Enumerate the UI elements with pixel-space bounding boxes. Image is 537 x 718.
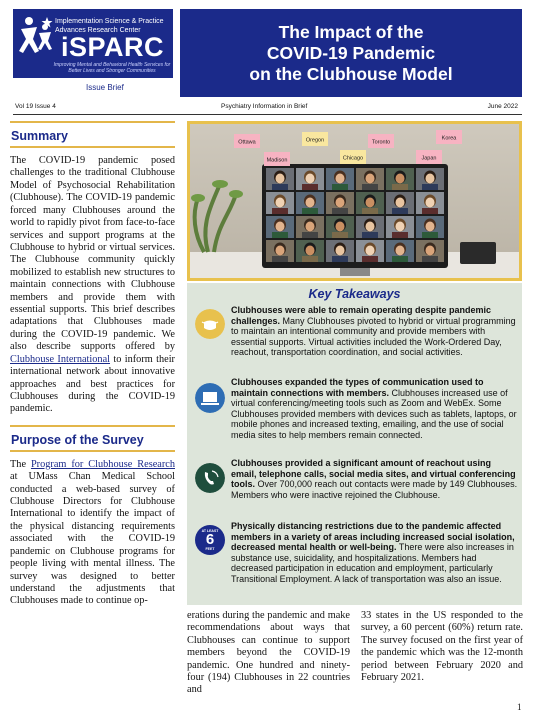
logo-box — [13, 9, 173, 78]
title-banner — [180, 9, 522, 97]
sticky-note-label: Madison — [266, 157, 288, 164]
video-tile — [386, 192, 414, 214]
video-tile — [296, 216, 324, 238]
key-takeaways-title: Key Takeaways — [308, 287, 401, 301]
sticky-note-label: Ottawa — [238, 139, 256, 146]
zoom-meeting-illustration — [190, 124, 519, 278]
sticky-note-label: Oregon — [305, 137, 325, 144]
sticky-note — [264, 152, 290, 166]
sticky-note — [340, 150, 366, 164]
video-tile — [266, 240, 294, 262]
video-tile — [266, 216, 294, 238]
video-tile — [356, 192, 384, 214]
video-tile — [416, 216, 444, 238]
sticky-note-label: Toronto — [371, 139, 391, 146]
video-tile — [296, 240, 324, 262]
takeaway-1 — [231, 305, 519, 358]
date-label: June 2022 — [487, 103, 518, 110]
left-column — [10, 121, 175, 608]
summary-rule-top — [10, 121, 175, 123]
takeaway-4-text: There were also increases in substance use, suicidality, and hospitalizations. Members had decreased participation in education and employment, particularly Transitional Employment. A lack of transportation was also an issue. — [231, 542, 514, 584]
six-feet-distance-icon — [195, 525, 225, 555]
page-number: 1 — [517, 702, 522, 712]
video-tile — [356, 216, 384, 238]
takeaway-2-bold: Clubhouses expanded the types of communication used to maintain connections with members. — [231, 377, 484, 398]
video-tile — [296, 168, 324, 190]
purpose-text — [10, 459, 175, 608]
video-tile — [266, 192, 294, 214]
video-tile — [266, 168, 294, 190]
summary-text — [10, 155, 175, 416]
meta-divider — [13, 114, 522, 115]
video-tile — [356, 240, 384, 262]
video-tile — [386, 168, 414, 190]
sticky-note-label: Korea — [441, 135, 457, 142]
laptop-icon — [195, 383, 225, 413]
takeaway-3-bold: Clubhouses provided a significant amount of reachout using email, telephone calls, social media sites, and virtual conferencing tools. — [231, 458, 516, 490]
issue-brief-label: Issue Brief — [86, 83, 124, 92]
clubhouse-international-link[interactable]: Clubhouse International — [10, 353, 111, 365]
key-takeaways-box — [187, 283, 522, 605]
summary-rule-bottom — [10, 146, 175, 148]
purpose-continued-col3: 33 states in the US responded to the survey, a 60 percent (60%) return rate. The survey focused on the first year of the pandemic which was the 12-month period between February 2020 and February 2021. — [361, 610, 523, 684]
video-tile — [416, 192, 444, 214]
video-tile — [326, 192, 354, 214]
page-title: The Impact of the COVID-19 Pandemic on the Clubhouse Model — [249, 21, 453, 84]
video-tile — [326, 216, 354, 238]
takeaway-4 — [231, 521, 519, 585]
video-tile — [326, 168, 354, 190]
volume-label: Vol 19 Issue 4 — [15, 103, 56, 110]
program-for-clubhouse-research-link[interactable]: Program for Clubhouse Research — [30, 458, 175, 470]
six-feet-icon-bottom: FEET — [205, 547, 215, 551]
purpose-heading: Purpose of the Survey — [11, 432, 144, 447]
takeaway-4-bold: Physically distancing restrictions due to the pandemic affected members in a variety of areas including increased social isolation, decreased mental health or well-being. — [231, 521, 515, 553]
sticky-note-label: Chicago — [342, 155, 364, 162]
purpose-rule-top — [10, 425, 175, 427]
summary-text-b: to inform their international network about innovative approaches and best practices for Clubhouses during the COVID-19 pandemic. — [10, 353, 175, 415]
video-tile — [326, 240, 354, 262]
speaker — [460, 242, 496, 264]
takeaway-2 — [231, 377, 519, 441]
takeaway-1-bold: Clubhouses were able to remain operating despite pandemic challenges. — [231, 305, 492, 326]
purpose-rule-bottom — [10, 450, 175, 452]
six-feet-icon-number: 6 — [205, 531, 215, 548]
purpose-continued-col2: erations during the pandemic and make recommendations about ways that Clubhouses can continue to support members beyond the COVID-19 pandemic. One hundred and ninety-four (194) Clubhouses in 22 countries and — [187, 610, 350, 696]
zoom-meeting-photo — [187, 121, 522, 281]
six-feet-icon-top: AT LEAST — [201, 529, 219, 533]
sticky-note — [234, 134, 260, 148]
takeaway-1-text: Many Clubhouses pivoted to hybrid or virtual programming to maintain an intentional community and provide members with essential supports. Virtual activities included the Work-Ordered Day, reachout, transportation coordination, and social activities. — [231, 315, 516, 358]
takeaway-3-text: Over 700,000 reach out contacts were made by 149 Clubhouses. Members who were inactive rejoined the Clubhouse. — [231, 479, 518, 500]
takeaway-3 — [231, 458, 519, 500]
sticky-note — [436, 130, 462, 144]
video-tile — [416, 240, 444, 262]
takeaway-2-text: Clubhouses increased use of virtual conferencing/meeting tools such as Zoom and WebEx. Some Clubhouses provided members with devices such as tablets, laptops, or mobile phones and increased texting, emailing, and the use of social media sites to help members remain connected. — [231, 387, 517, 440]
logo-tagline: Improving Mental and Behavioral Health Services for Better Lives and Stronger Communities — [53, 62, 171, 74]
summary-heading: Summary — [11, 129, 68, 143]
summary-text-a: The COVID-19 pandemic posed challenges to the traditional Clubhouse Model of Psychosocial Rehabilitation (Clubhouse). The COVID-19 pandemic forced many Clubhouses around the world to rapidly pivot from face-to-face services and support programs at the Clubhouse to hybrid or virtual services. The Clubhouse community quickly mobilized to establish new structures to maintain connections with Clubhouse members and provide them with essential supports. This brief describes adaptations that Clubhouses made during the COVID-19 pandemic. We also describe supports offered by — [10, 155, 175, 353]
logo-figures-icon — [17, 15, 55, 67]
face-mask-icon — [195, 309, 225, 339]
isparc-logo — [13, 9, 173, 97]
sticky-note — [302, 132, 328, 146]
video-tile — [386, 216, 414, 238]
video-tile — [296, 192, 324, 214]
purpose-text-a: The — [10, 458, 31, 470]
sticky-note — [416, 150, 442, 164]
logo-wordmark: iSPARC — [61, 32, 165, 62]
video-tile — [416, 168, 444, 190]
video-tile — [356, 168, 384, 190]
sticky-note — [368, 134, 394, 148]
purpose-text-b: at UMass Chan Medical School conducted a web-based survey of Clubhouse Directors for Clubhouse International to identify the impact of the physical distancing requirements associated with the COVID-19 pandemic on Clubhouse programs for people living with mental illness. The survey was designed to better understand the adjustments that Clubhouses made to continue op- — [10, 471, 175, 607]
phone-reachout-icon — [195, 463, 225, 493]
logo-subtitle: Implementation Science & Practice Advances Research Center — [55, 18, 164, 34]
sticky-note-label: Japan — [421, 155, 437, 162]
video-tile — [386, 240, 414, 262]
meta-bar — [13, 100, 522, 114]
series-label: Psychiatry Information in Brief — [221, 103, 308, 110]
